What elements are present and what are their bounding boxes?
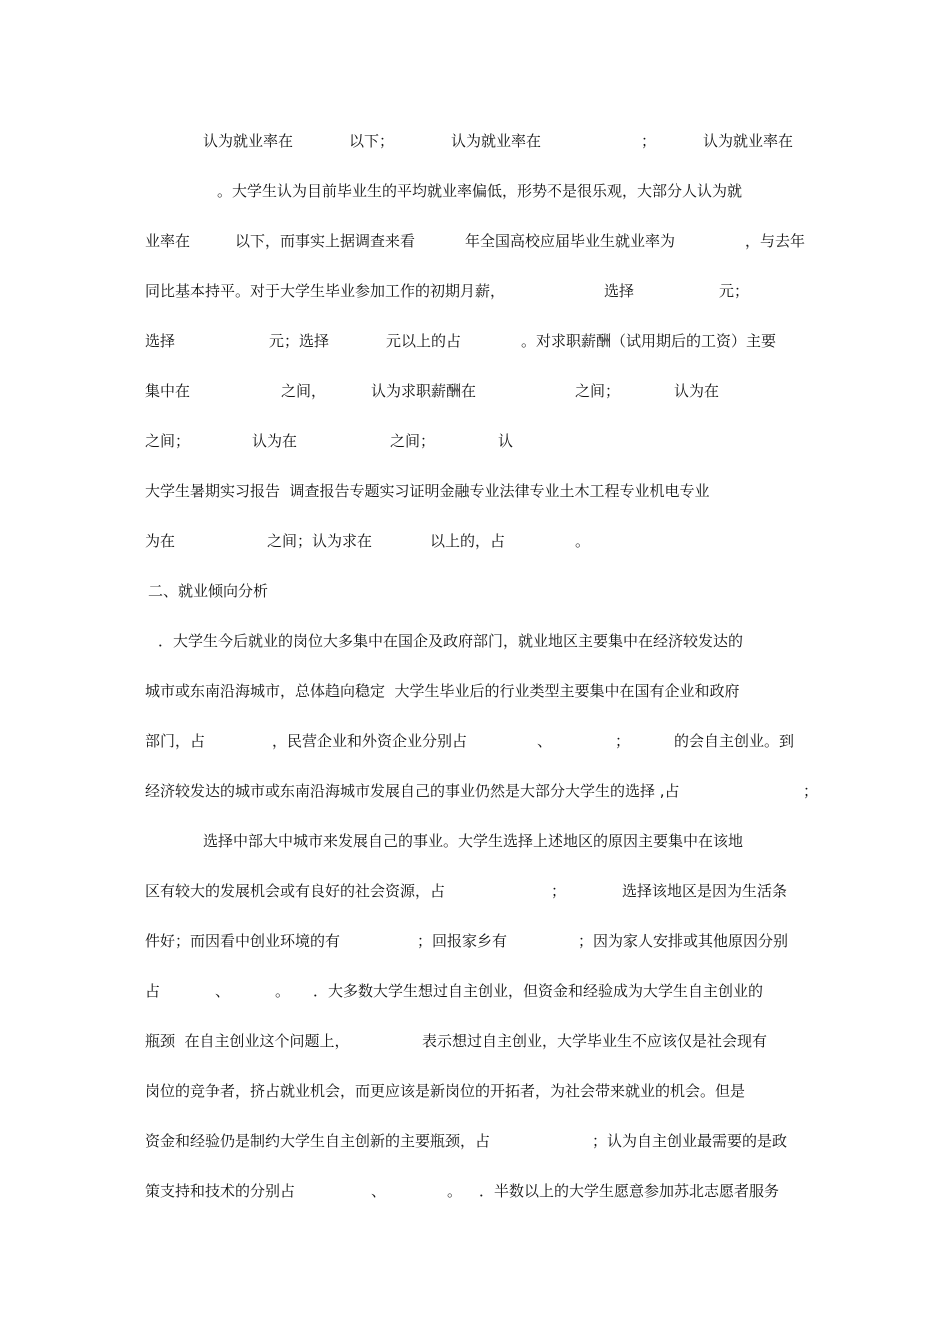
text-segment: ； [641, 132, 657, 150]
text-segment: 元； [719, 282, 750, 300]
text-segment: 经济较发达的城市或东南沿海城市发展自己的事业仍然是大部分大学生的选择 ,占 [145, 782, 680, 800]
text-segment: 以下； [349, 132, 395, 150]
text-segment: 城市或东南沿海城市，总体趋向稳定 大学生毕业后的行业类型主要集中在国有企业和政府 [145, 682, 740, 700]
text-line [217, 180, 837, 202]
text-segment: 。对求职薪酬（试用期后的工资）主要 [521, 332, 777, 350]
text-segment: ；因为家人安排或其他原因分别 [578, 932, 789, 950]
text-segment: 二、就业倾向分析 [148, 582, 269, 600]
text-segment: 选择中部大中城市来发展自己的事业。大学生选择上述地区的原因主要集中在该地 [203, 832, 744, 850]
text-segment: ，与去年 [745, 232, 806, 250]
text-line [158, 630, 838, 652]
text-segment: 。大学生认为目前毕业生的平均就业率偏低，形势不是很乐观，大部分人认为就 [217, 182, 743, 200]
text-segment: ； [615, 732, 631, 750]
text-line [203, 830, 823, 852]
text-segment: 。 [275, 982, 291, 1000]
text-line [203, 130, 823, 152]
text-segment: ，民营企业和外资企业分别占 [272, 732, 468, 750]
text-line [145, 330, 825, 352]
text-segment: 资金和经验仍是制约大学生自主创新的主要瓶颈，占 [145, 1132, 491, 1150]
text-segment: 认为就业率在 [203, 132, 294, 150]
text-segment: 策支持和技术的分别占 [145, 1182, 296, 1200]
text-segment: ；回报家乡有 [417, 932, 508, 950]
text-segment: 认为就业率在 [703, 132, 794, 150]
text-segment: 占 [145, 982, 161, 1000]
text-line [145, 680, 825, 702]
text-segment: 认 [498, 432, 514, 450]
text-segment: 之间； [390, 432, 436, 450]
text-segment: 认为在 [674, 382, 720, 400]
text-line [145, 1030, 825, 1052]
text-segment: 认为就业率在 [451, 132, 542, 150]
text-segment: 业率在 [145, 232, 191, 250]
text-line [145, 380, 825, 402]
text-segment: 选择 [604, 282, 635, 300]
text-segment: 、 [215, 982, 231, 1000]
text-line [145, 280, 825, 302]
text-segment: 部门，占 [145, 732, 206, 750]
text-segment: ．半数以上的大学生愿意参加苏北志愿者服务 [479, 1182, 780, 1200]
text-line [145, 530, 825, 552]
text-line [145, 480, 825, 502]
text-line [145, 880, 825, 902]
text-segment: 以下，而事实上据调查来看 [235, 232, 416, 250]
text-segment: 选择该地区是因为生活条 [622, 882, 788, 900]
text-line [145, 1080, 825, 1102]
text-segment: 元以上的占 [386, 332, 462, 350]
text-segment: ．大学生今后就业的岗位大多集中在国企及政府部门，就业地区主要集中在经济较发达的 [158, 632, 744, 650]
text-segment: 认为求职薪酬在 [371, 382, 477, 400]
text-segment: 为在 [145, 532, 176, 550]
text-segment: 认为在 [252, 432, 298, 450]
section-heading [148, 580, 828, 602]
text-segment: 以上的，占 [430, 532, 506, 550]
text-line [145, 980, 825, 1002]
text-segment: ； [551, 882, 567, 900]
text-segment: 。 [447, 1182, 463, 1200]
text-segment: ；认为自主创业最需要的是政 [592, 1132, 788, 1150]
text-line [145, 780, 825, 802]
text-segment: 之间；认为求在 [267, 532, 373, 550]
text-segment: 之间； [575, 382, 621, 400]
text-segment: 瓶颈 在自主创业这个问题上， [145, 1032, 350, 1050]
text-segment: 岗位的竞争者，挤占就业机会，而更应该是新岗位的开拓者，为社会带来就业的机会。但是 [145, 1082, 746, 1100]
text-segment: 元；选择 [269, 332, 330, 350]
text-line [145, 230, 825, 252]
text-segment: 件好；而因看中创业环境的有 [145, 932, 341, 950]
text-segment: ； [803, 782, 819, 800]
text-segment: 。 [575, 532, 591, 550]
text-segment: 、 [537, 732, 553, 750]
text-segment: 区有较大的发展机会或有良好的社会资源，占 [145, 882, 446, 900]
text-segment: 之间； [145, 432, 191, 450]
text-segment: 集中在 [145, 382, 191, 400]
text-segment: 的会自主创业。到 [674, 732, 795, 750]
text-line [145, 930, 825, 952]
text-segment: 年全国高校应届毕业生就业率为 [465, 232, 676, 250]
text-segment: 、 [371, 1182, 387, 1200]
text-segment: 同比基本持平。对于大学生毕业参加工作的初期月薪， [145, 282, 506, 300]
text-segment: 大学生暑期实习报告 调查报告专题实习证明金融专业法律专业土木工程专业机电专业 [145, 482, 710, 500]
text-line [145, 430, 825, 452]
text-segment: 之间， [281, 382, 327, 400]
text-segment: ．大多数大学生想过自主创业，但资金和经验成为大学生自主创业的 [313, 982, 764, 1000]
text-segment: 表示想过自主创业，大学毕业生不应该仅是社会现有 [422, 1032, 768, 1050]
text-segment: 选择 [145, 332, 176, 350]
text-line [145, 1130, 825, 1152]
text-line [145, 730, 825, 752]
text-line [145, 1180, 825, 1202]
